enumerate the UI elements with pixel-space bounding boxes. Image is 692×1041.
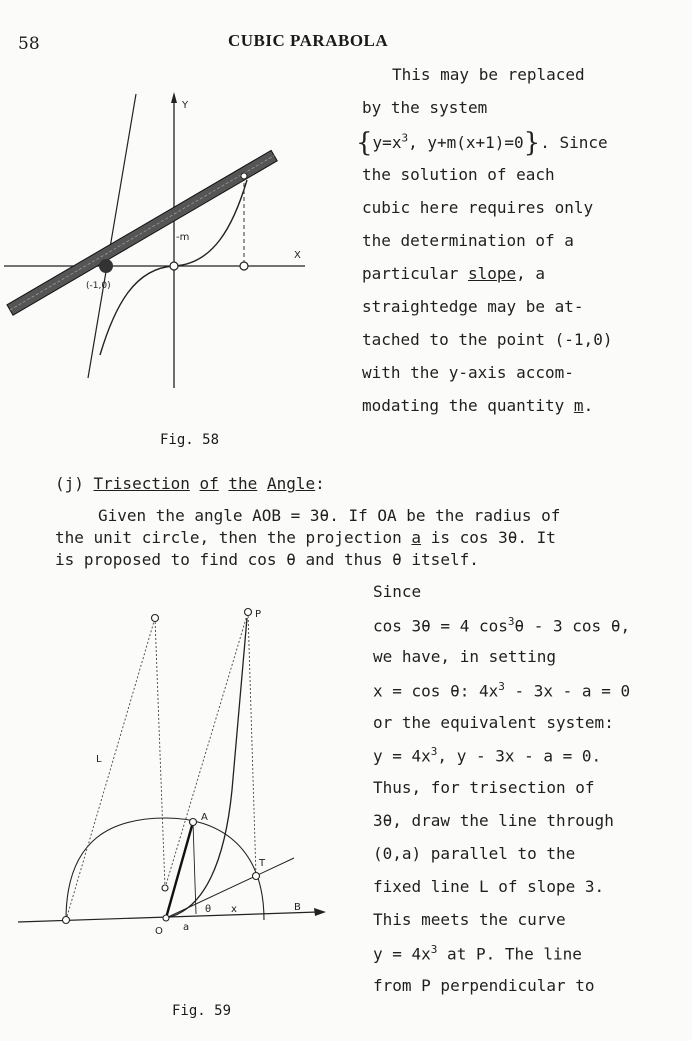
since-text: . Since <box>540 133 608 152</box>
text-segment: cos 3θ = 4 cos <box>373 616 508 636</box>
fig59-line-OT <box>166 858 294 918</box>
fig59-label-x: x <box>231 904 237 915</box>
right-line-3: we have, in setting <box>373 647 557 666</box>
fig59-label-A: A <box>201 812 208 823</box>
heading-word: of <box>199 474 219 493</box>
slope-word: slope <box>467 264 517 283</box>
superscript: 3 <box>430 745 438 758</box>
text-segment: , y - 3x - a = 0. <box>437 746 602 766</box>
text-segment: θ - 3 cos θ, <box>514 616 631 636</box>
right-line-5: or the equivalent system: <box>373 713 614 732</box>
right-line-9: (0,a) parallel to the <box>373 844 576 863</box>
fig59-drop-left <box>155 618 165 888</box>
fig59-radius-OA <box>166 822 193 918</box>
fig59-label-B: B <box>294 902 301 913</box>
fig58-caption: Fig. 58 <box>160 432 220 448</box>
right-line-7: Thus, for trisection of <box>373 778 595 797</box>
fig59-point-a <box>162 885 168 891</box>
text-segment: the unit circle, then the projection <box>55 528 412 547</box>
fig58-label-point: (-1,0) <box>86 281 111 291</box>
heading-word: Trisection <box>93 474 190 493</box>
system-brace-right: } <box>523 128 541 158</box>
heading-word: the <box>228 474 258 493</box>
fig59-label-P: P <box>255 609 262 620</box>
para-line-1: Given the angle AOB = 3θ. If OA be the radius of <box>98 506 561 525</box>
fig59-point-O <box>163 915 169 921</box>
text-segment: - 3x - a = 0 <box>504 681 631 701</box>
fig59-baseline-arrow <box>314 908 326 916</box>
text-segment: y = 4x <box>373 746 431 766</box>
fig59-drop-P <box>248 612 256 876</box>
fig59-point-left <box>63 917 70 924</box>
text-line-1: This may be replaced <box>392 65 585 84</box>
superscript: 3 <box>498 680 505 693</box>
superscript: 3 <box>401 131 409 145</box>
superscript: 3 <box>507 615 515 628</box>
superscript: 3 <box>430 943 438 956</box>
fig59-label-O: O <box>155 926 163 937</box>
fig59-line-L <box>66 618 155 920</box>
fig59-caption: Fig. 59 <box>172 1003 232 1019</box>
text-line-6: the determination of a <box>362 231 574 250</box>
text-segment: modating the quantity <box>362 396 574 415</box>
text-segment: . <box>583 396 594 415</box>
text-segment: is cos 3θ. It <box>421 528 556 547</box>
fig59-point-P <box>245 609 252 616</box>
a-symbol: a <box>411 528 422 547</box>
text-line-9: tached to the point (-1,0) <box>362 330 613 349</box>
system-eq-2: , y+m(x+1)=0 <box>408 133 524 152</box>
fig59-label-L: L <box>96 754 102 765</box>
text-line-4: the solution of each <box>362 165 555 184</box>
right-line-8: 3θ, draw the line through <box>373 811 614 830</box>
text-line-5: cubic here requires only <box>362 198 594 217</box>
running-head: CUBIC PARABOLA <box>228 31 389 50</box>
fig59-point-top-left <box>152 615 159 622</box>
m-symbol: m <box>573 396 584 415</box>
system-brace-left: { <box>356 128 373 158</box>
right-line-13: from P perpendicular to <box>373 976 595 995</box>
heading-colon: : <box>315 474 325 493</box>
fig59-label-T: T <box>259 858 266 869</box>
fig59-point-T <box>253 873 260 880</box>
page-number: 58 <box>18 34 40 54</box>
text-segment: particular <box>362 264 468 283</box>
system-eq-1: y=x <box>372 133 402 152</box>
fig58-label-m: -m <box>176 232 190 243</box>
text-line-8: straightedge may be at- <box>362 297 584 316</box>
text-line-10: with the y-axis accom- <box>362 363 574 382</box>
fig58-label-x: X <box>294 250 301 261</box>
text-segment: at P. The line <box>437 944 582 964</box>
heading-word: Angle <box>266 474 316 493</box>
right-line-11: This meets the curve <box>373 910 566 929</box>
fig59-label-a: a <box>183 922 190 933</box>
text-segment: x = cos θ: 4x <box>373 681 499 701</box>
right-line-1: Since <box>373 582 422 601</box>
fig59-point-A <box>190 819 197 826</box>
right-line-10: fixed line L of slope 3. <box>373 877 605 896</box>
text-line-2: by the system <box>362 98 488 117</box>
fig59-projection-A <box>193 822 196 914</box>
text-segment: y = 4x <box>373 944 431 964</box>
fig59-label-theta: θ <box>205 904 212 915</box>
heading-index: (j) <box>55 474 94 493</box>
fig58-label-y: Y <box>182 100 189 111</box>
text-segment: , a <box>516 264 546 283</box>
para-line-3: is proposed to find cos θ and thus θ itself. <box>55 550 479 569</box>
